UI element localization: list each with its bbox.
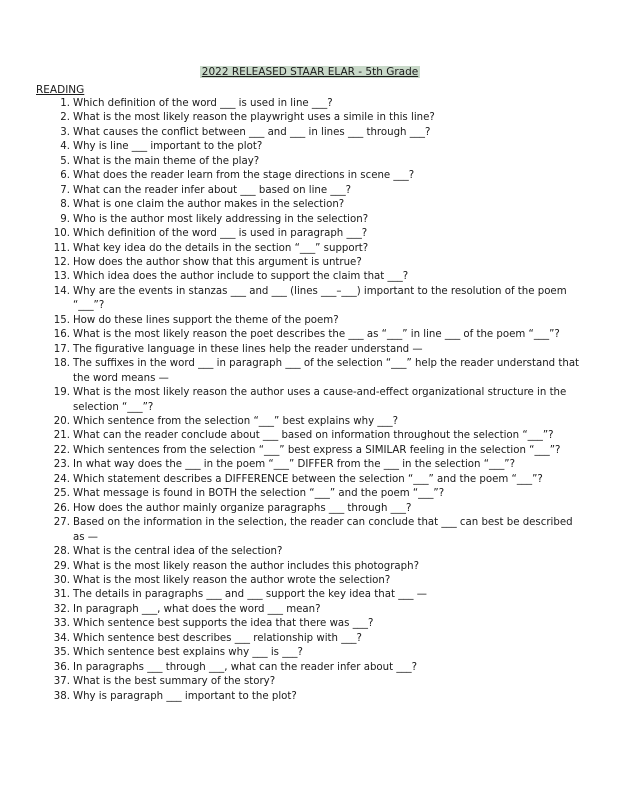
question-text: What is the most likely reason the author uses a cause-and-effect organizational structure in the selection “___”? [73, 387, 567, 413]
question-item [0, 690, 620, 704]
question-number: 31. [53, 589, 70, 601]
question-number: 28. [53, 546, 70, 558]
question-number: 36. [53, 661, 70, 673]
question-text: How do these lines support the theme of the poem? [73, 314, 339, 326]
question-number: 33. [53, 618, 70, 630]
question-number: 12. [53, 256, 70, 268]
question-text: What is the best summary of the story? [73, 676, 276, 688]
question-text: Why is line ___ important to the plot? [73, 141, 263, 153]
question-number: 2. [60, 112, 70, 124]
question-text: How does the author show that this argument is untrue? [73, 256, 362, 268]
question-item [0, 285, 620, 314]
question-text: What can the reader infer about ___ based on line ___? [73, 184, 352, 196]
question-number: 3. [60, 126, 70, 138]
question-text: What is the most likely reason the author wrote the selection? [73, 574, 391, 586]
question-number: 38. [53, 690, 70, 702]
question-item [0, 560, 620, 574]
question-number: 9. [60, 213, 70, 225]
question-item [0, 603, 620, 617]
question-text: Which sentence best supports the idea that there was ___? [73, 618, 374, 630]
question-number: 29. [53, 560, 70, 572]
question-text: Why are the events in stanzas ___ and ___ (lines ___–___) important to the resolution of the poem “___”? [73, 285, 567, 312]
question-text: Which sentences from the selection “___” best express a SIMILAR feeling in the selection “___”? [73, 444, 561, 456]
question-item [0, 140, 620, 154]
question-list [0, 97, 620, 704]
question-text: In paragraph ___, what does the word ___ mean? [73, 603, 321, 615]
question-item [0, 632, 620, 646]
question-text: The details in paragraphs ___ and ___ support the key idea that ___ — [73, 589, 427, 601]
question-item [0, 429, 620, 443]
question-text: Which definition of the word ___ is used in line ___? [73, 98, 333, 109]
question-item [0, 198, 620, 212]
question-text: Based on the information in the selection, the reader can conclude that ___ can best be described as — [73, 517, 573, 543]
question-item [0, 126, 620, 140]
question-item [0, 588, 620, 602]
question-text: What is the most likely reason the author includes this photograph? [73, 560, 419, 572]
question-item [0, 155, 620, 169]
question-text: The figurative language in these lines help the reader understand — [73, 343, 423, 355]
question-number: 27. [53, 517, 70, 529]
question-item [0, 242, 620, 256]
question-item [0, 516, 620, 545]
question-number: 11. [53, 242, 70, 254]
question-item [0, 646, 620, 660]
question-item [0, 270, 620, 284]
question-number: 37. [53, 676, 70, 688]
question-number: 17. [53, 343, 70, 355]
question-number: 15. [53, 314, 70, 326]
question-item [0, 169, 620, 183]
question-text: What can the reader conclude about ___ based on information throughout the selection “___”? [73, 430, 554, 442]
question-text: In paragraphs ___ through ___, what can the reader infer about ___? [73, 661, 418, 673]
question-number: 30. [53, 574, 70, 586]
question-text: Which idea does the author include to support the claim that ___? [73, 271, 409, 283]
question-number: 24. [53, 473, 70, 485]
question-number: 5. [60, 155, 70, 167]
question-item [0, 213, 620, 227]
question-number: 6. [60, 170, 70, 182]
question-number: 25. [53, 488, 70, 500]
question-text: What causes the conflict between ___ and ___ in lines ___ through ___? [73, 126, 431, 138]
question-text: What is the central idea of the selection? [73, 546, 283, 558]
question-item [0, 184, 620, 198]
page-title-text: 2022 RELEASED STAAR ELAR - 5th Grade [201, 66, 419, 78]
page-title [0, 65, 620, 79]
question-item [0, 386, 620, 415]
question-item [0, 357, 620, 386]
question-text: The suffixes in the word ___ in paragraph ___ of the selection “___” help the reader understand that the word means — [73, 358, 580, 384]
question-text: Which sentence from the selection “___” best explains why ___? [73, 415, 399, 427]
question-number: 32. [53, 603, 70, 615]
question-item [0, 314, 620, 328]
question-item [0, 328, 620, 342]
question-number: 35. [53, 647, 70, 659]
question-number: 16. [53, 329, 70, 341]
question-number: 18. [53, 358, 70, 370]
question-item [0, 97, 620, 111]
question-number: 26. [53, 502, 70, 514]
question-item [0, 458, 620, 472]
question-text: Why is paragraph ___ important to the plot? [73, 690, 297, 702]
question-item [0, 444, 620, 458]
question-number: 13. [53, 271, 70, 283]
question-text: Which statement describes a DIFFERENCE between the selection “___” and the poem “___”? [73, 473, 543, 485]
question-text: What does the reader learn from the stage directions in scene ___? [73, 170, 415, 182]
question-item [0, 502, 620, 516]
question-text: What message is found in BOTH the selection “___” and the poem “___”? [73, 488, 445, 500]
question-number: 14. [53, 285, 70, 297]
question-text: What key idea do the details in the section “___” support? [73, 242, 369, 254]
question-item [0, 675, 620, 689]
question-text: Which definition of the word ___ is used in paragraph ___? [73, 228, 368, 240]
question-text: What is the main theme of the play? [73, 155, 260, 167]
question-item [0, 227, 620, 241]
question-number: 1. [60, 98, 70, 109]
question-item [0, 473, 620, 487]
question-text: Which sentence best explains why ___ is ___? [73, 647, 303, 659]
question-text: What is the most likely reason the poet describes the ___ as “___” in line ___ of the poem “___”? [73, 329, 560, 341]
question-text: Who is the author most likely addressing in the selection? [73, 213, 369, 225]
question-item [0, 545, 620, 559]
question-item [0, 111, 620, 125]
question-number: 4. [60, 141, 70, 153]
question-number: 23. [53, 459, 70, 471]
question-number: 10. [53, 228, 70, 240]
question-text: What is the most likely reason the playwright uses a simile in this line? [73, 112, 435, 124]
question-item [0, 415, 620, 429]
question-number: 22. [53, 444, 70, 456]
question-item [0, 256, 620, 270]
question-item [0, 487, 620, 501]
question-text: What is one claim the author makes in the selection? [73, 199, 345, 211]
question-text: In what way does the ___ in the poem “___” DIFFER from the ___ in the selection “___”? [73, 459, 515, 471]
question-item [0, 661, 620, 675]
question-number: 20. [53, 415, 70, 427]
question-number: 34. [53, 632, 70, 644]
question-item [0, 574, 620, 588]
question-item [0, 617, 620, 631]
question-text: How does the author mainly organize paragraphs ___ through ___? [73, 502, 412, 514]
question-number: 21. [53, 430, 70, 442]
section-heading-reading: READING [36, 84, 85, 96]
question-text: Which sentence best describes ___ relationship with ___? [73, 632, 362, 644]
question-item [0, 343, 620, 357]
question-number: 7. [60, 184, 70, 196]
question-number: 19. [53, 387, 70, 399]
question-number: 8. [60, 199, 70, 211]
